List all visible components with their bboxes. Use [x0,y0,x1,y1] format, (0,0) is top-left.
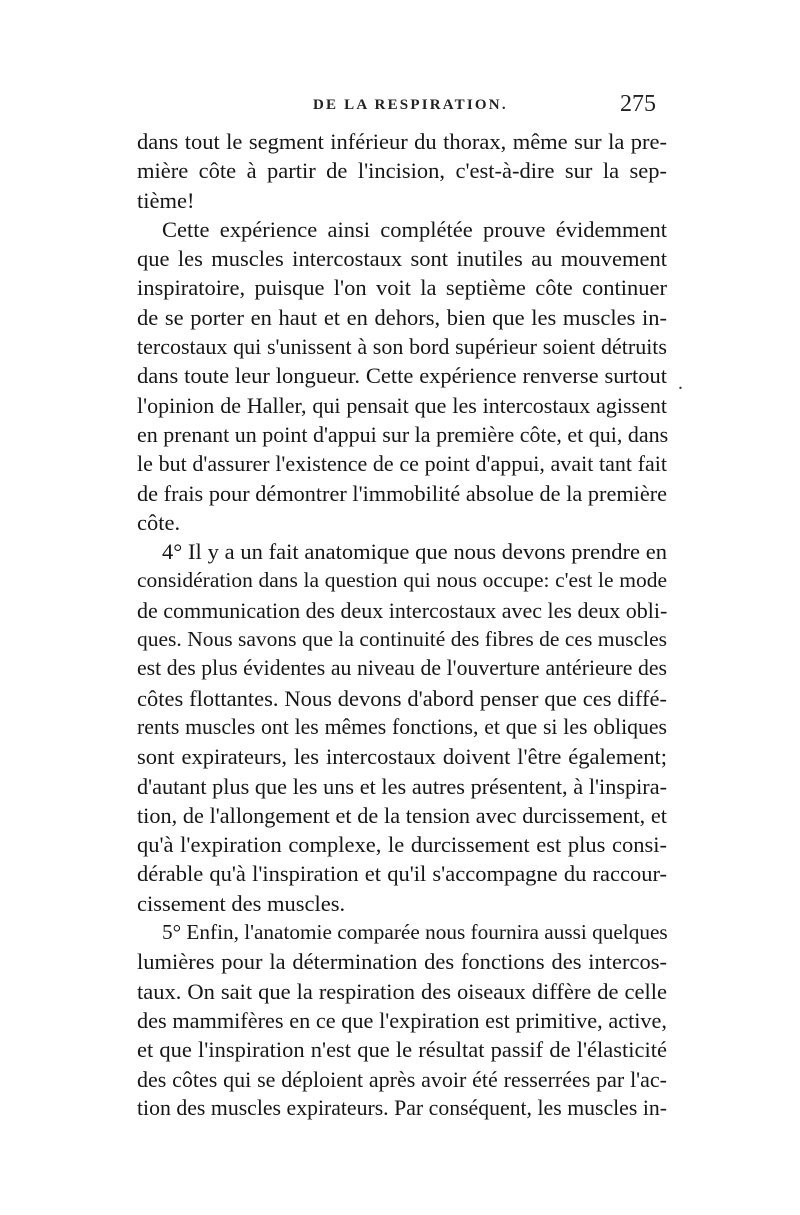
text-line [137,684,667,713]
text-line [137,830,667,859]
line-text: de communication des deux intercostaux avec les deux obli- [137,597,668,623]
text-line [137,479,667,508]
line-text: inspiratoire, puisque l'on voit la septième côte continuer [137,275,667,301]
text-line [137,801,667,830]
line-text: mière côte à partir de l'incision, c'est-à-dire sur la sep- [137,158,667,184]
text-line [137,332,667,361]
text-line [137,127,667,156]
line-text: rents muscles ont les mêmes fonctions, et que si les obliques [137,714,667,739]
text-line [137,1094,667,1123]
line-text: considération dans la question qui nous occupe: c'est le mode [137,568,667,593]
text-line [137,977,667,1006]
body-text [137,127,667,1123]
line-text: des mammifères en ce que l'expiration est primitive, active, [137,1007,667,1033]
line-text: dans toute leur longueur. Cette expérience renverse surtout [137,363,667,389]
line-text: tercostaux qui s'unissent à son bord supérieur soient détruits [137,334,667,360]
text-line [137,1065,667,1094]
text-line [137,596,667,625]
text-line [137,186,667,215]
line-text: taux. On sait que la respiration des oiseaux diffère de celle [137,978,667,1004]
text-line [137,303,667,332]
line-text: côtes flottantes. Nous devons d'abord penser que ces diffé- [137,685,667,711]
text-line [137,625,667,654]
text-line [137,361,667,390]
line-text: tion des muscles expirateurs. Par conséquent, les muscles in- [137,1095,667,1120]
line-text: côte. [137,509,181,535]
line-text: et que l'inspiration n'est que le résultat passif de l'élasticité [137,1037,667,1063]
line-text: dans tout le segment inférieur du thorax, même sur la pre- [137,129,667,154]
text-line [137,1006,667,1035]
line-text: d'autant plus que les uns et les autres présentent, à l'inspira- [137,773,667,799]
line-text: de se porter en haut et en dehors, bien que les muscles in- [137,304,667,330]
line-text: que les muscles intercostaux sont inutiles au mouvement [137,246,667,272]
line-text: est des plus évidentes au niveau de l'ouverture antérieure des [137,656,667,681]
line-text: 4° Il y a un fait anatomique que nous devons prendre en [162,539,667,565]
text-line [137,713,667,742]
page-number: 275 [620,91,656,117]
text-line [137,244,667,273]
line-text: l'opinion de Haller, qui pensait que les intercostaux agissent [137,392,667,418]
text-line [137,508,667,537]
text-line [137,742,667,771]
text-line [137,1035,667,1064]
line-text: qu'à l'expiration complexe, le durcissement est plus consi- [137,832,667,858]
line-text: sont expirateurs, les intercostaux doivent l'être également; [137,744,667,770]
text-line [137,859,667,888]
text-line [137,156,667,185]
text-line [137,391,667,420]
line-text: le but d'assurer l'existence de ce point d'appui, avait tant fait [137,451,667,477]
text-line [137,918,667,947]
text-line [137,772,667,801]
line-text: en prenant un point d'appui sur la première côte, et qui, dans [137,421,669,447]
margin-dot: . [678,372,683,394]
text-line [137,947,667,976]
text-line [137,420,667,449]
text-line [137,889,667,918]
line-text: 5° Enfin, l'anatomie comparée nous fournira aussi quelques [162,920,668,945]
text-line [137,449,667,478]
line-text: des côtes qui se déploient après avoir été resserrées par l'ac- [137,1066,667,1092]
text-line [137,273,667,302]
line-text: cissement des muscles. [137,890,346,916]
text-line [137,215,667,244]
line-text: tion, de l'allongement et de la tension avec durcissement, et [137,802,667,828]
text-line [137,654,667,683]
line-text: ques. Nous savons que la continuité des fibres de ces muscles [137,627,667,652]
text-line [137,566,667,595]
line-text: tième! [137,187,195,213]
line-text: dérable qu'à l'inspiration et qu'il s'accompagne du raccour- [137,861,667,887]
text-line [137,537,667,566]
line-text: lumières pour la détermination des fonctions des intercos- [137,949,667,975]
line-text: de frais pour démontrer l'immobilité absolue de la première [137,480,667,506]
line-text: Cette expérience ainsi complétée prouve évidemment [162,216,667,242]
running-title: DE LA RESPIRATION. [313,97,508,113]
